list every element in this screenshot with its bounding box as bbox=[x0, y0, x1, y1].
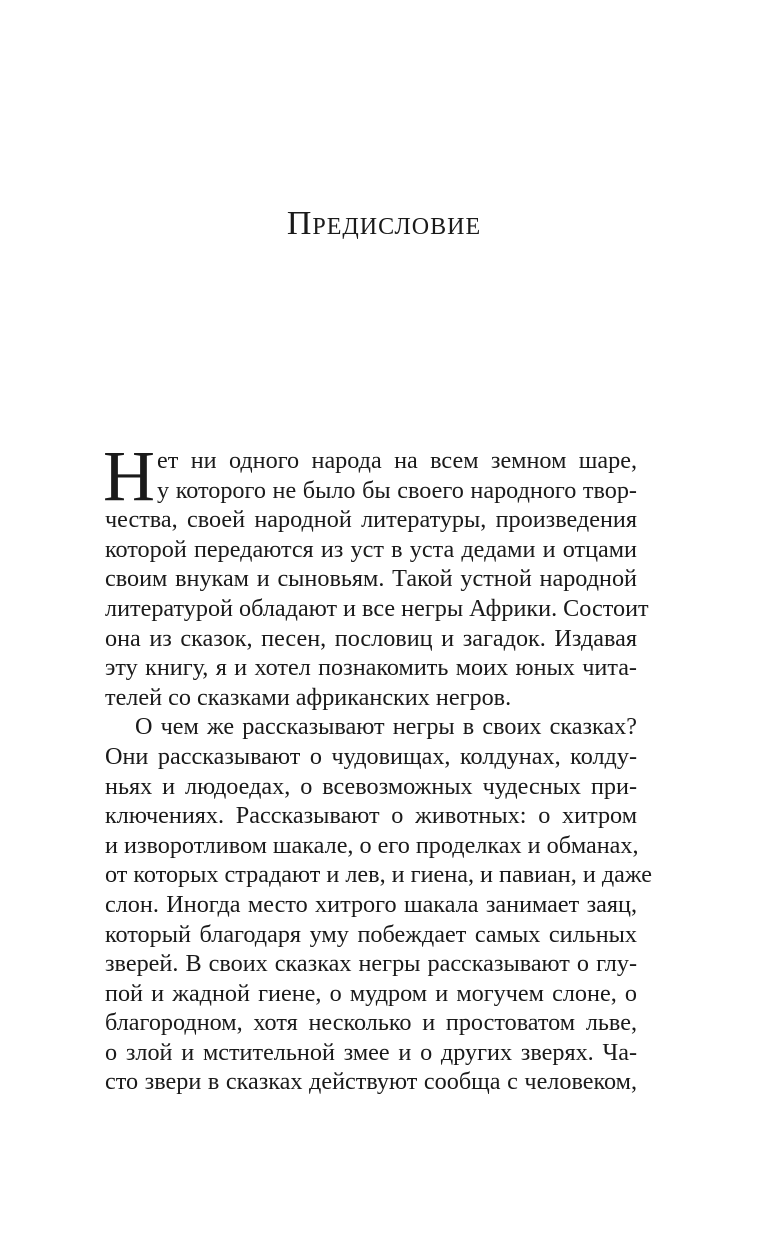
text-line: своим внукам и сыновьям. Такой устной народной bbox=[105, 565, 637, 593]
text-line: который благодаря уму побеждает самых сильных bbox=[105, 920, 637, 948]
text-line: которой передаются из уст в уста дедами и отцами bbox=[105, 535, 637, 563]
text-line: она из сказок, песен, пословиц и загадок. Издавая bbox=[105, 624, 637, 652]
text-line: у которого не было бы своего народного твор- bbox=[157, 476, 637, 504]
text-line: от которых страдают и лев, и гиена, и павиан, и даже bbox=[105, 861, 653, 889]
text-line: слон. Иногда место хитрого шакала занимает заяц, bbox=[105, 890, 637, 918]
text-line: ключениях. Рассказывают о животных: о хитром bbox=[105, 802, 637, 830]
text-line: зверей. В своих сказках негры рассказывают о глу- bbox=[105, 950, 637, 978]
page-title: Предисловие bbox=[286, 205, 482, 242]
text-line: чества, своей народной литературы, произведения bbox=[105, 506, 637, 534]
text-line: пой и жадной гиене, о мудром и могучем слоне, о bbox=[105, 979, 637, 1007]
text-line: ньях и людоедах, о всевозможных чудесных при- bbox=[105, 772, 637, 800]
text-line: телей со сказками африканских негров. bbox=[105, 683, 512, 711]
text-line: сто звери в сказках действуют сообща с человеком, bbox=[105, 1068, 637, 1096]
text-line: и изворотливом шакале, о его проделках и обманах, bbox=[105, 831, 639, 859]
text-line: эту книгу, я и хотел познакомить моих юных чита- bbox=[105, 654, 637, 682]
text-line: ет ни одного народа на всем земном шаре, bbox=[157, 447, 637, 474]
text-line: Они рассказывают о чудовищах, колдунах, колду- bbox=[105, 742, 637, 770]
text-line: благородном, хотя несколько и простоватом льве, bbox=[105, 1009, 637, 1037]
text-line: О чем же рассказывают негры в своих сказках? bbox=[135, 713, 637, 741]
text-line: о злой и мстительной змее и о других зверях. Ча- bbox=[105, 1038, 637, 1066]
drop-cap: Н bbox=[103, 436, 155, 516]
body-text bbox=[103, 436, 653, 1097]
text-line: литературой обладают и все негры Африки. Состоит bbox=[105, 594, 649, 622]
